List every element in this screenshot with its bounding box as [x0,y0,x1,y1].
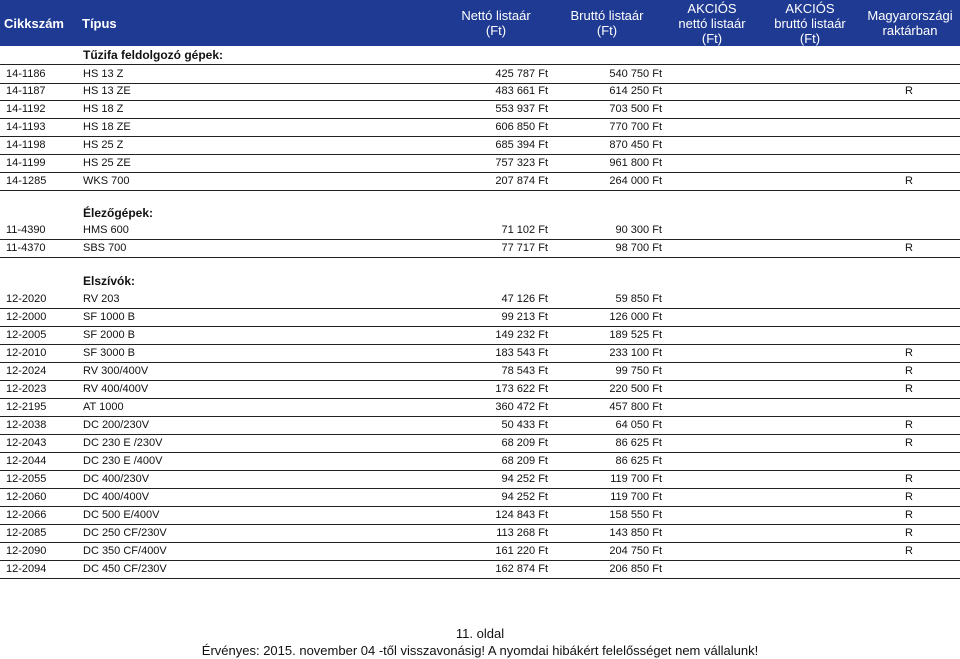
table-row [0,542,960,561]
table-row [0,326,960,345]
table-row [0,154,960,173]
cell-code: 12-2024 [6,365,47,377]
cell-net-price: 113 268 Ft [496,527,548,539]
table-row [0,64,960,84]
cell-stock: R [905,473,913,485]
cell-gross-price: 870 450 Ft [609,139,662,151]
cell-net-price: 149 232 Ft [495,329,548,341]
cell-net-price: 78 543 Ft [501,365,548,377]
table-row [0,221,960,240]
cell-gross-price: 703 500 Ft [609,103,662,115]
cell-code: 12-2000 [6,311,47,323]
cell-net-price: 553 937 Ft [495,103,548,115]
cell-gross-price: 98 700 Ft [615,242,662,254]
cell-stock: R [905,527,913,539]
header-gross-price: Bruttó listaár (Ft) [570,8,644,38]
cell-type: SF 1000 B [83,311,135,323]
cell-gross-price: 770 700 Ft [609,121,662,133]
cell-code: 12-2066 [6,509,47,521]
cell-gross-price: 86 625 Ft [615,455,662,467]
section-title-extractors: Elszívók: [83,274,136,288]
cell-type: DC 400/400V [83,491,150,503]
header-stock: Magyarországi raktárban [867,8,953,38]
cell-type: DC 500 E/400V [83,509,160,521]
table-row [0,362,960,381]
validity-note: Érvényes: 2015. november 04 -től visszavonásig! A nyomdai hibákért felelősséget nem vállalunk! [201,643,759,658]
cell-net-price: 99 213 Ft [501,311,548,323]
table-row [0,434,960,453]
cell-stock: R [905,85,913,97]
cell-net-price: 68 209 Ft [501,437,548,449]
cell-net-price: 161 220 Ft [495,545,548,557]
cell-type: HS 25 ZE [83,157,131,169]
page-number: 11. oldal [455,626,505,641]
cell-gross-price: 59 850 Ft [615,293,662,305]
cell-gross-price: 99 750 Ft [615,365,662,377]
table-row [0,100,960,119]
cell-gross-price: 64 050 Ft [615,419,662,431]
table-row [0,290,960,309]
cell-net-price: 94 252 Ft [501,491,548,503]
cell-code: 12-2023 [6,383,47,395]
cell-code: 12-2010 [6,347,47,359]
cell-stock: R [905,491,913,503]
table-row [0,172,960,191]
cell-gross-price: 143 850 Ft [609,527,662,539]
cell-net-price: 483 661 Ft [495,85,548,97]
cell-gross-price: 158 550 Ft [609,509,662,521]
cell-code: 12-2044 [6,455,47,467]
cell-gross-price: 220 500 Ft [609,383,662,395]
cell-gross-price: 540 750 Ft [609,68,662,80]
cell-type: AT 1000 [83,401,124,413]
table-row [0,118,960,137]
header-code: Cikkszám [4,15,64,31]
table-row [0,488,960,507]
cell-code: 12-2090 [6,545,47,557]
cell-code: 12-2094 [6,563,47,575]
cell-net-price: 50 433 Ft [501,419,548,431]
cell-gross-price: 457 800 Ft [609,401,662,413]
cell-type: DC 450 CF/230V [83,563,167,575]
table-row [0,380,960,399]
cell-code: 12-2085 [6,527,47,539]
cell-stock: R [905,545,913,557]
cell-code: 11-4390 [6,224,46,236]
cell-net-price: 425 787 Ft [495,68,548,80]
table-row [0,136,960,155]
section-title-sharpeners: Élezőgépek: [83,206,154,220]
cell-type: HMS 600 [83,224,129,236]
cell-code: 12-2043 [6,437,47,449]
cell-type: RV 400/400V [83,383,149,395]
cell-type: DC 200/230V [83,419,150,431]
table-row [0,308,960,327]
cell-type: HS 13 ZE [83,85,131,97]
cell-code: 11-4370 [6,242,46,254]
cell-type: HS 25 Z [83,139,124,151]
table-row [0,506,960,525]
cell-code: 14-1285 [6,175,47,187]
cell-code: 14-1193 [6,121,46,133]
cell-gross-price: 961 800 Ft [609,157,662,169]
cell-type: SF 3000 B [83,347,135,359]
table-row [0,524,960,543]
cell-type: RV 203 [83,293,120,305]
header-promo-gross-price: AKCIÓS bruttó listaár (Ft) [774,0,846,46]
cell-stock: R [905,383,913,395]
cell-type: WKS 700 [83,175,130,187]
cell-net-price: 360 472 Ft [495,401,548,413]
cell-code: 14-1187 [6,85,46,97]
cell-gross-price: 119 700 Ft [610,491,662,503]
cell-type: DC 230 E /230V [83,437,163,449]
cell-code: 12-2038 [6,419,47,431]
cell-net-price: 183 543 Ft [495,347,548,359]
cell-code: 14-1186 [6,68,46,80]
cell-code: 12-2020 [6,293,47,305]
cell-net-price: 77 717 Ft [501,242,548,254]
cell-code: 14-1199 [6,157,46,169]
cell-net-price: 162 874 Ft [495,563,548,575]
header-promo-net-price: AKCIÓS nettó listaár (Ft) [678,0,746,46]
cell-gross-price: 233 100 Ft [609,347,662,359]
cell-net-price: 71 102 Ft [501,224,548,236]
header-type: Típus [82,15,117,31]
table-row [0,398,960,417]
cell-net-price: 173 622 Ft [495,383,548,395]
cell-type: HS 18 Z [83,103,124,115]
cell-stock: R [905,347,913,359]
cell-stock: R [905,419,913,431]
cell-code: 14-1198 [6,139,46,151]
cell-stock: R [905,175,913,187]
cell-net-price: 685 394 Ft [495,139,548,151]
cell-gross-price: 126 000 Ft [609,311,662,323]
cell-gross-price: 264 000 Ft [609,175,662,187]
cell-code: 12-2195 [6,401,47,413]
cell-code: 12-2060 [6,491,47,503]
cell-type: DC 350 CF/400V [83,545,167,557]
cell-code: 12-2005 [6,329,47,341]
cell-code: 12-2055 [6,473,47,485]
cell-type: HS 18 ZE [83,121,131,133]
cell-stock: R [905,242,913,254]
cell-net-price: 94 252 Ft [501,473,548,485]
cell-stock: R [905,365,913,377]
section-title-firewood: Tűzifa feldolgozó gépek: [83,48,223,62]
cell-stock: R [905,437,913,449]
cell-type: DC 400/230V [83,473,150,485]
cell-type: DC 250 CF/230V [83,527,167,539]
table-header [0,0,960,46]
table-row [0,452,960,471]
cell-type: RV 300/400V [83,365,149,377]
cell-gross-price: 204 750 Ft [609,545,662,557]
cell-net-price: 606 850 Ft [495,121,548,133]
cell-gross-price: 90 300 Ft [615,224,662,236]
table-row [0,416,960,435]
cell-net-price: 124 843 Ft [495,509,548,521]
cell-code: 14-1192 [6,103,46,115]
table-row [0,470,960,489]
cell-gross-price: 206 850 Ft [609,563,662,575]
cell-gross-price: 189 525 Ft [609,329,662,341]
cell-type: SF 2000 B [83,329,135,341]
cell-gross-price: 86 625 Ft [615,437,662,449]
cell-net-price: 757 323 Ft [495,157,548,169]
table-row [0,239,960,258]
cell-net-price: 207 874 Ft [495,175,548,187]
cell-net-price: 68 209 Ft [501,455,548,467]
cell-type: HS 13 Z [83,68,124,80]
cell-gross-price: 614 250 Ft [609,85,662,97]
table-row [0,344,960,363]
header-net-price: Nettó listaár (Ft) [461,8,531,38]
cell-type: DC 230 E /400V [83,455,163,467]
cell-gross-price: 119 700 Ft [610,473,662,485]
cell-type: SBS 700 [83,242,127,254]
cell-net-price: 47 126 Ft [501,293,548,305]
table-row [0,82,960,101]
cell-stock: R [905,509,913,521]
table-row [0,560,960,579]
